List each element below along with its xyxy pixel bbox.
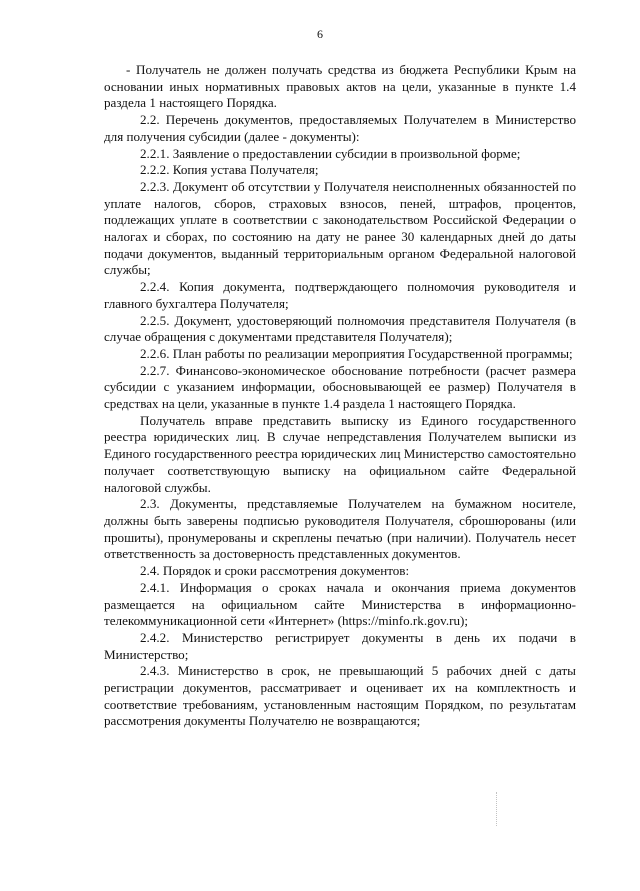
- paragraph-2-2-4: 2.2.4. Копия документа, подтверждающего полномочия руководителя и главного бухгалтера Получателя;: [104, 279, 576, 311]
- page-number: 6: [317, 27, 323, 41]
- paragraph-egrul-extract: Получатель вправе представить выписку из Единого государственного реестра юридических лиц. В случае непредставления Получателем выписки из Единого государственного реестра юридических лиц Министерство самостоятельно получает соответствующую выписку на официальном сайте Федеральной налоговой службы.: [104, 412, 576, 495]
- paragraph-recipient-restriction: - Получатель не должен получать средства из бюджета Республики Крым на основании иных нормативных правовых актов на цели, указанные в пункте 1.4 раздела 1 настоящего Порядка.: [104, 62, 576, 111]
- paragraph-2-2-1: 2.2.1. Заявление о предоставлении субсидии в произвольной форме;: [140, 145, 521, 161]
- paragraph-2-2-5: 2.2.5. Документ, удостоверяющий полномочия представителя Получателя (в случае обращения с документами представителя Получателя);: [104, 312, 576, 345]
- paragraph-2-2-6: 2.2.6. План работы по реализации мероприятия Государственной программы;: [140, 345, 573, 361]
- paragraph-2-2-2: 2.2.2. Копия устава Получателя;: [140, 162, 319, 178]
- paragraph-2-4-3: 2.4.3. Министерство в срок, не превышающий 5 рабочих дней с даты регистрации документов, рассматривает и оценивает их на комплектность и соответствие требованиям, установленным настоящим Порядком, по результатам рассмотрения документы Получателю не возвращаются;: [104, 663, 576, 729]
- paragraph-2-4-2: 2.4.2. Министерство регистрирует документы в день их подачи в Министерство;: [104, 629, 576, 662]
- paragraph-2-2: 2.2. Перечень документов, предоставляемых Получателем в Министерство для получения субсидии (далее - документы):: [104, 112, 576, 144]
- paragraph-2-4: 2.4. Порядок и сроки рассмотрения документов:: [140, 563, 410, 579]
- document-body: [104, 62, 576, 730]
- paragraph-2-2-3: 2.2.3. Документ об отсутствии у Получателя неисполненных обязанностей по уплате налогов, сборов, страховых взносов, пеней, штрафов, процентов, подлежащих уплате в соответствии с законодательством Российской Федерации о налогах и сборах, по состоянию на дату не ранее 30 календарных дней до даты подачи документов, выданный территориальным органом Федеральной налоговой службы;: [104, 178, 576, 278]
- paragraph-2-2-7: 2.2.7. Финансово-экономическое обоснование потребности (расчет размера субсидии с указанием информации, обосновывающей ее размер) Получателя в средствах на цели, указанные в пункте 1.4 раздела 1 настоящего Порядка.: [104, 362, 576, 412]
- paragraph-2-3: 2.3. Документы, представляемые Получателем на бумажном носителе, должны быть заверены подписью руководителя Получателя, сброшюрованы (или прошиты), пронумерованы и скреплены печатью (при наличии). Получатель несет ответственность за достоверность представленных документов.: [104, 496, 576, 562]
- paragraph-2-4-1: 2.4.1. Информация о сроках начала и окончания приема документов размещается на официальном сайте Министерства в информационно-телекоммуникационной сети «Интернет» (https://minfo.rk.gov.ru);: [104, 579, 576, 629]
- scan-mark: [496, 792, 499, 826]
